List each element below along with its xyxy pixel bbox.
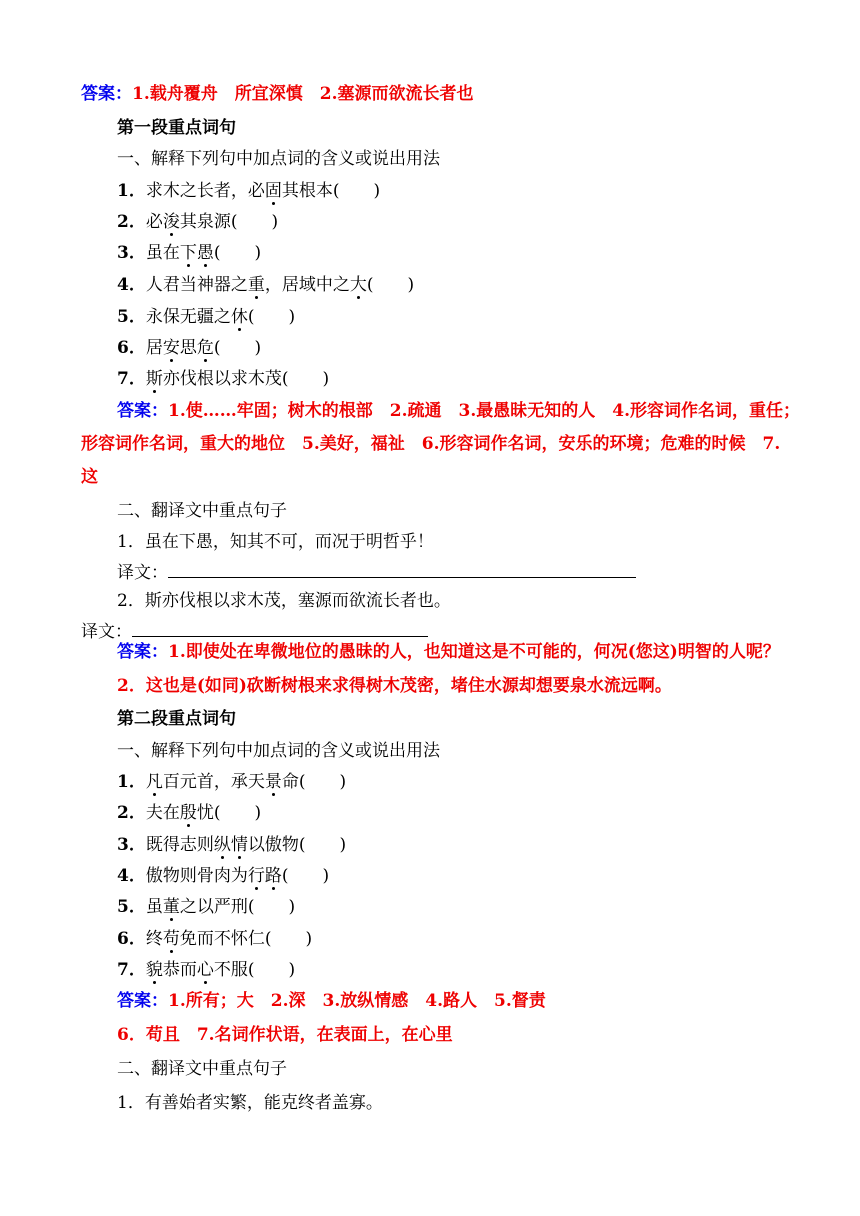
question-item: 5．永保无疆之休( ) [117, 307, 296, 327]
dotted-char: 董 [162, 897, 180, 917]
question-item: 2．夫在殷忧( ) [117, 803, 262, 823]
section-title: 第一段重点词句 [117, 118, 236, 138]
answer-line: 答案：1.所有；大 2.深 3.放纵情感 4.路人 5.督责 [117, 991, 546, 1011]
dotted-char: 大 [349, 275, 367, 295]
question-item: 6．居安思危( ) [117, 338, 262, 358]
top-answer-line [81, 83, 474, 105]
dotted-char: 浚 [162, 212, 180, 232]
blank-line [132, 620, 428, 637]
part-heading: 二、翻译文中重点句子 [117, 501, 287, 521]
dotted-char: 固 [264, 181, 282, 201]
dotted-char: 斯 [145, 369, 163, 389]
answer-label: 答案： [81, 84, 132, 104]
question-item: 1．凡百元首，承天景命( ) [117, 772, 347, 792]
part-heading: 二、翻译文中重点句子 [117, 1059, 287, 1079]
question-item: 2．必浚其泉源( ) [117, 212, 279, 232]
dotted-char: 路 [264, 866, 282, 886]
answer-line: 形容词作名词，重大的地位 5.美好，福祉 6.形容词作名词，安乐的环境；危难的时候 7. [81, 434, 781, 454]
sentence: 2．斯亦伐根以求木茂，塞源而欲流长者也。 [117, 591, 451, 611]
question-item: 3．既得志则纵情以傲物( ) [117, 835, 347, 855]
question-item: 7．斯亦伐根以求木茂( ) [117, 369, 330, 389]
dotted-char: 行 [247, 866, 265, 886]
translation-line: 译文： [117, 561, 636, 584]
sentence: 1．虽在下愚，知其不可，而况于明哲乎！ [117, 532, 434, 552]
dotted-char: 休 [230, 307, 248, 327]
part-heading: 一、解释下列句中加点词的含义或说出用法 [117, 149, 440, 169]
dotted-char: 殷 [179, 803, 197, 823]
dotted-char: 心 [196, 960, 214, 980]
question-item: 6．终苟免而不怀仁( ) [117, 929, 313, 949]
dotted-char: 貌 [145, 960, 163, 980]
dotted-char: 下 [179, 243, 197, 263]
answer-line: 答案：1.使……牢固；树木的根部 2.疏通 3.最愚昧无知的人 4.形容词作名词，重任； [117, 401, 800, 421]
dotted-char: 愚 [196, 243, 214, 263]
answer-line: 2．这也是(如同)砍断树根来求得树木茂密，堵住水源却想要泉水流远啊。 [117, 676, 672, 696]
question-item: 5．虽董之以严刑( ) [117, 897, 296, 917]
question-item: 4．人君当神器之重，居域中之大( ) [117, 275, 415, 295]
dotted-char: 苟 [162, 929, 180, 949]
sentence: 1．有善始者实繁，能克终者盖寡。 [117, 1093, 383, 1113]
dotted-char: 纵 [213, 835, 231, 855]
answer-line: 这 [81, 467, 98, 487]
dotted-char: 情 [230, 835, 248, 855]
dotted-char: 安 [162, 338, 180, 358]
question-item: 3．虽在下愚( ) [117, 243, 262, 263]
answer-line: 6．苟且 7.名词作状语，在表面上，在心里 [117, 1025, 453, 1045]
question-item: 7．貌恭而心不服( ) [117, 960, 296, 980]
answer-text: 1.载舟覆舟 所宜深慎 2.塞源而欲流长者也 [132, 84, 474, 104]
section-title: 第二段重点词句 [117, 709, 236, 729]
part-heading: 一、解释下列句中加点词的含义或说出用法 [117, 741, 440, 761]
dotted-char: 凡 [145, 772, 163, 792]
dotted-char: 重 [247, 275, 265, 295]
answer-line: 答案：1.即使处在卑微地位的愚昧的人，也知道这是不可能的，何况(您这)明智的人呢？ [117, 642, 780, 662]
question-item: 1．求木之长者，必固其根本( ) [117, 181, 381, 201]
dotted-char: 景 [264, 772, 282, 792]
question-item: 4．傲物则骨肉为行路( ) [117, 866, 330, 886]
translation-line: 译文： [81, 620, 428, 643]
dotted-char: 危 [196, 338, 214, 358]
blank-line [168, 561, 636, 578]
